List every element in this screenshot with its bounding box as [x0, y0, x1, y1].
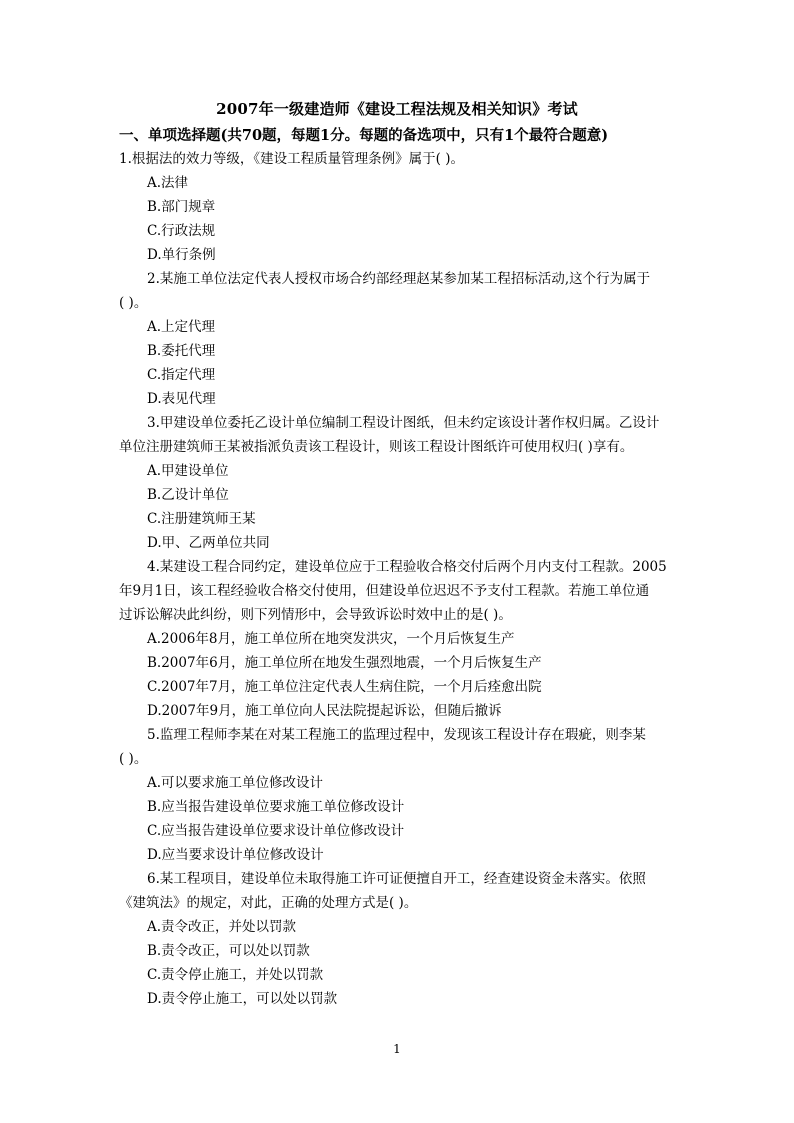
question-5-option-d: D.应当要求设计单位修改设计: [147, 847, 324, 863]
question-2-option-a: A.上定代理: [147, 319, 216, 335]
question-1-option-b: B.部门规章: [147, 199, 216, 215]
question-6-option-d: D.责令停止施工，可以处以罚款: [147, 991, 338, 1007]
question-4-option-d: D.2007年9月，施工单位向人民法院提起诉讼，但随后撤诉: [147, 703, 502, 719]
page-title: 2007年一级建造师《建设工程法规及相关知识》考试: [216, 100, 578, 118]
question-5-text: 5.监理工程师李某在对某工程施工的监理过程中，发现该工程设计存在瑕疵，则李某: [147, 727, 646, 743]
page-number: 1: [393, 1042, 401, 1056]
question-1-option-a: A.法律: [147, 175, 189, 191]
question-5-option-b: B.应当报告建设单位要求施工单位修改设计: [147, 799, 405, 815]
question-4-option-c: C.2007年7月，施工单位注定代表人生病住院，一个月后痊愈出院: [147, 679, 542, 695]
question-4-text-cont-2: 过诉讼解决此纠纷，则下列情形中，会导致诉讼时效中止的是( )。: [119, 607, 512, 623]
question-3-option-d: D.甲、乙两单位共同: [147, 535, 270, 551]
question-2-text: 2.某施工单位法定代表人授权市场合约部经理赵某参加某工程招标活动,这个行为属于: [147, 271, 651, 287]
question-6-option-b: B.责令改正，可以处以罚款: [147, 943, 310, 959]
question-5-option-c: C.应当报告建设单位要求设计单位修改设计: [147, 823, 405, 839]
question-2-option-b: B.委托代理: [147, 343, 216, 359]
question-1-option-c: C.行政法规: [147, 223, 216, 239]
question-6-text: 6.某工程项目，建设单位未取得施工许可证便擅自开工，经查建设资金未落实。依照: [147, 871, 646, 887]
question-3-option-c: C.注册建筑师王某: [147, 511, 256, 527]
question-2-text-cont: ( )。: [119, 295, 148, 311]
question-3-text: 3.甲建设单位委托乙设计单位编制工程设计图纸，但未约定该设计著作权归属。乙设计: [147, 415, 660, 431]
question-4-option-b: B.2007年6月，施工单位所在地发生强烈地震，一个月后恢复生产: [147, 655, 542, 671]
question-5-option-a: A.可以要求施工单位修改设计: [147, 775, 324, 791]
question-6-option-a: A.责令改正，并处以罚款: [147, 919, 297, 935]
section-heading: 一、单项选择题(共70题，每题1分。每题的备选项中，只有1个最符合题意): [119, 127, 609, 144]
question-2-option-c: C.指定代理: [147, 367, 216, 383]
question-3-option-a: A.甲建设单位: [147, 463, 229, 479]
question-5-text-cont: ( )。: [119, 751, 148, 767]
question-1-text: 1.根据法的效力等级，《建设工程质量管理条例》属于( )。: [119, 151, 464, 167]
question-3-text-cont: 单位注册建筑师王某被指派负责该工程设计，则该工程设计图纸许可使用权归( )享有。: [119, 439, 634, 455]
question-4-option-a: A.2006年8月，施工单位所在地突发洪灾，一个月后恢复生产: [147, 631, 515, 647]
question-4-text-cont-1: 年9月1日，该工程经验收合格交付使用，但建设单位迟迟不予支付工程款。若施工单位通: [119, 583, 650, 599]
question-3-option-b: B.乙设计单位: [147, 487, 229, 503]
question-2-option-d: D.表见代理: [147, 391, 216, 407]
question-6-text-cont: 《建筑法》的规定，对此，正确的处理方式是( )。: [119, 895, 418, 911]
question-4-text: 4.某建设工程合同约定，建设单位应于工程验收合格交付后两个月内支付工程款。2005: [147, 559, 667, 575]
question-1-option-d: D.单行条例: [147, 247, 216, 263]
question-6-option-c: C.责令停止施工，并处以罚款: [147, 967, 324, 983]
